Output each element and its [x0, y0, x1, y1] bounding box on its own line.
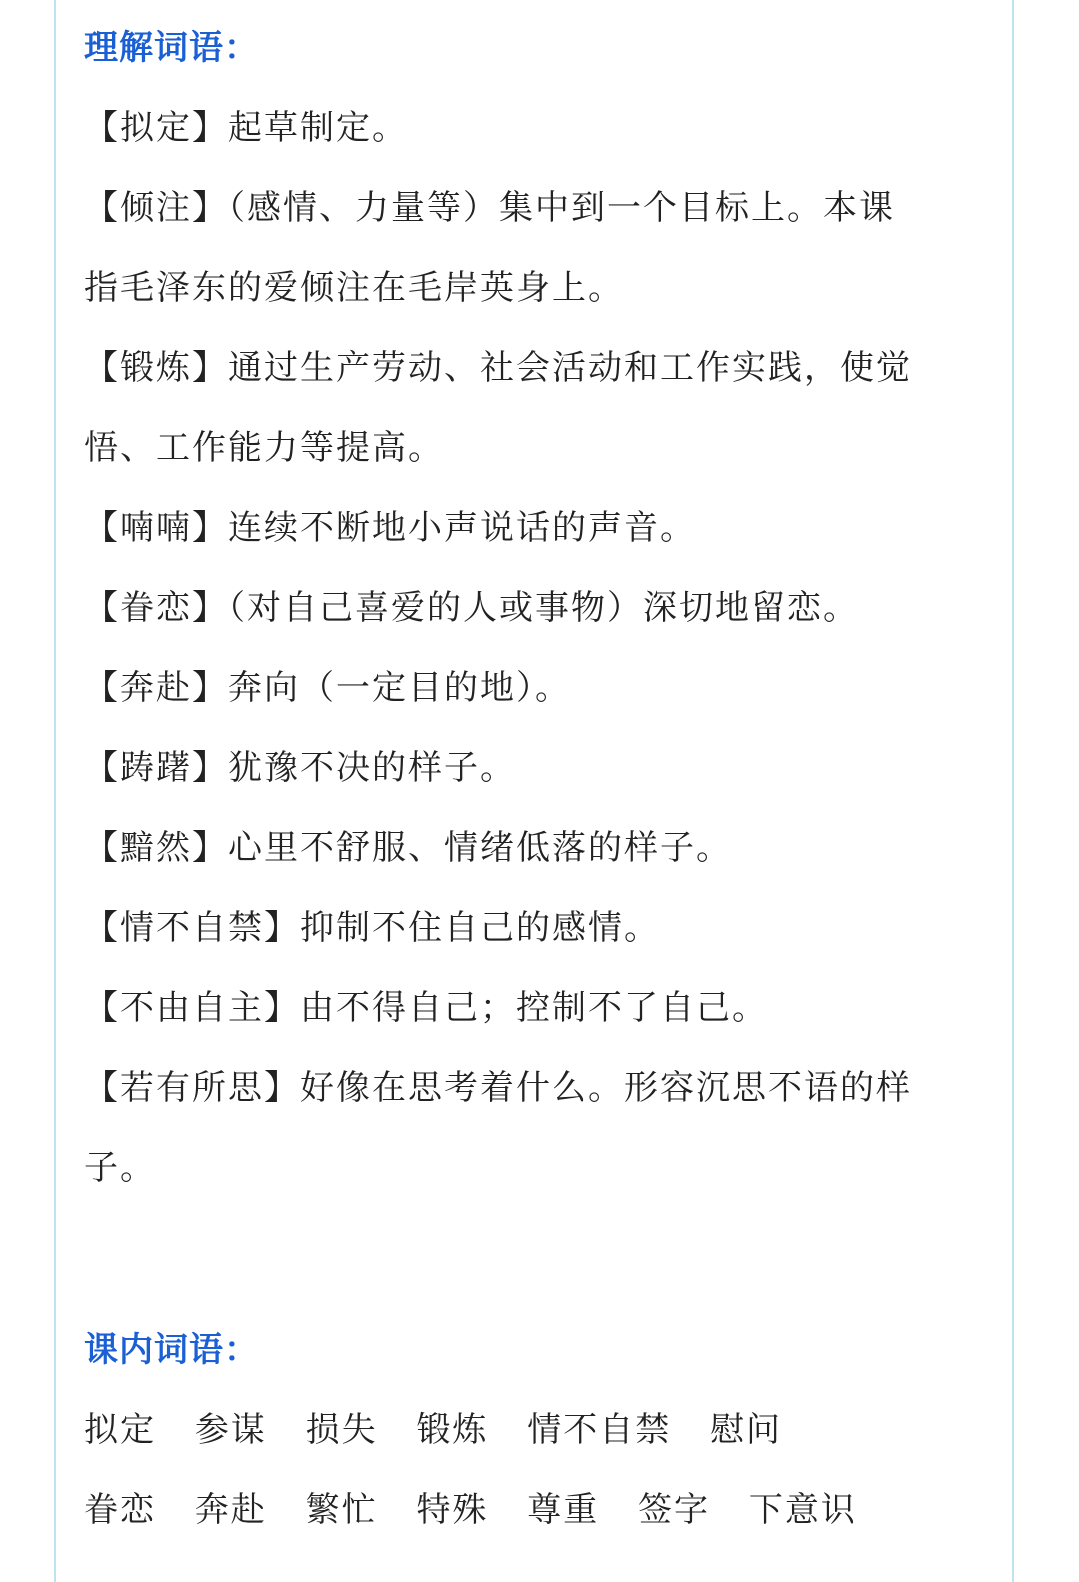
word-item: 拟定: [84, 1410, 156, 1450]
definition-line: 【踌躇】犹豫不决的样子。: [84, 748, 516, 788]
word-item: 慰问: [710, 1410, 783, 1450]
word-item: 损失: [305, 1410, 378, 1450]
word-item: 下意识: [748, 1490, 857, 1530]
word-item: 情不自禁: [527, 1410, 672, 1450]
definition-line: 子。: [84, 1148, 156, 1188]
definition-line: 【奔赴】奔向（一定目的地）。: [84, 668, 571, 708]
definition-list: [84, 88, 984, 1208]
word-item: 锻炼: [416, 1410, 489, 1450]
word-row: [84, 1470, 984, 1550]
section-title-understand-words: 理解词语：: [84, 28, 259, 68]
section-title-lesson-words: 课内词语：: [84, 1330, 259, 1370]
definition-line: 【拟定】起草制定。: [84, 108, 408, 148]
word-item: 尊重: [527, 1490, 600, 1530]
definition-line: 【若有所思】好像在思考着什么。形容沉思不语的样: [84, 1068, 912, 1108]
definition-line: 【不由自主】由不得自己；控制不了自己。: [84, 988, 768, 1028]
word-item: 特殊: [416, 1490, 489, 1530]
word-row: [84, 1390, 984, 1470]
definition-line: 【黯然】心里不舒服、情绪低落的样子。: [84, 828, 732, 868]
word-rows: [84, 1390, 984, 1550]
definition-line: 悟、工作能力等提高。: [84, 428, 444, 468]
definition-line: 【锻炼】通过生产劳动、社会活动和工作实践，使觉: [84, 348, 912, 388]
definition-line: 【喃喃】连续不断地小声说话的声音。: [84, 508, 696, 548]
definition-line: 指毛泽东的爱倾注在毛岸英身上。: [84, 268, 624, 308]
word-item: 眷恋: [84, 1490, 156, 1530]
word-item: 参谋: [194, 1410, 267, 1450]
definition-line: 【眷恋】（对自己喜爱的人或事物）深切地留恋。: [84, 588, 859, 628]
word-item: 签字: [638, 1490, 711, 1530]
definition-line: 【情不自禁】抑制不住自己的感情。: [84, 908, 660, 948]
word-item: 奔赴: [194, 1490, 267, 1530]
definition-line: 【倾注】（感情、力量等）集中到一个目标上。本课: [84, 188, 895, 228]
word-item: 繁忙: [305, 1490, 378, 1530]
